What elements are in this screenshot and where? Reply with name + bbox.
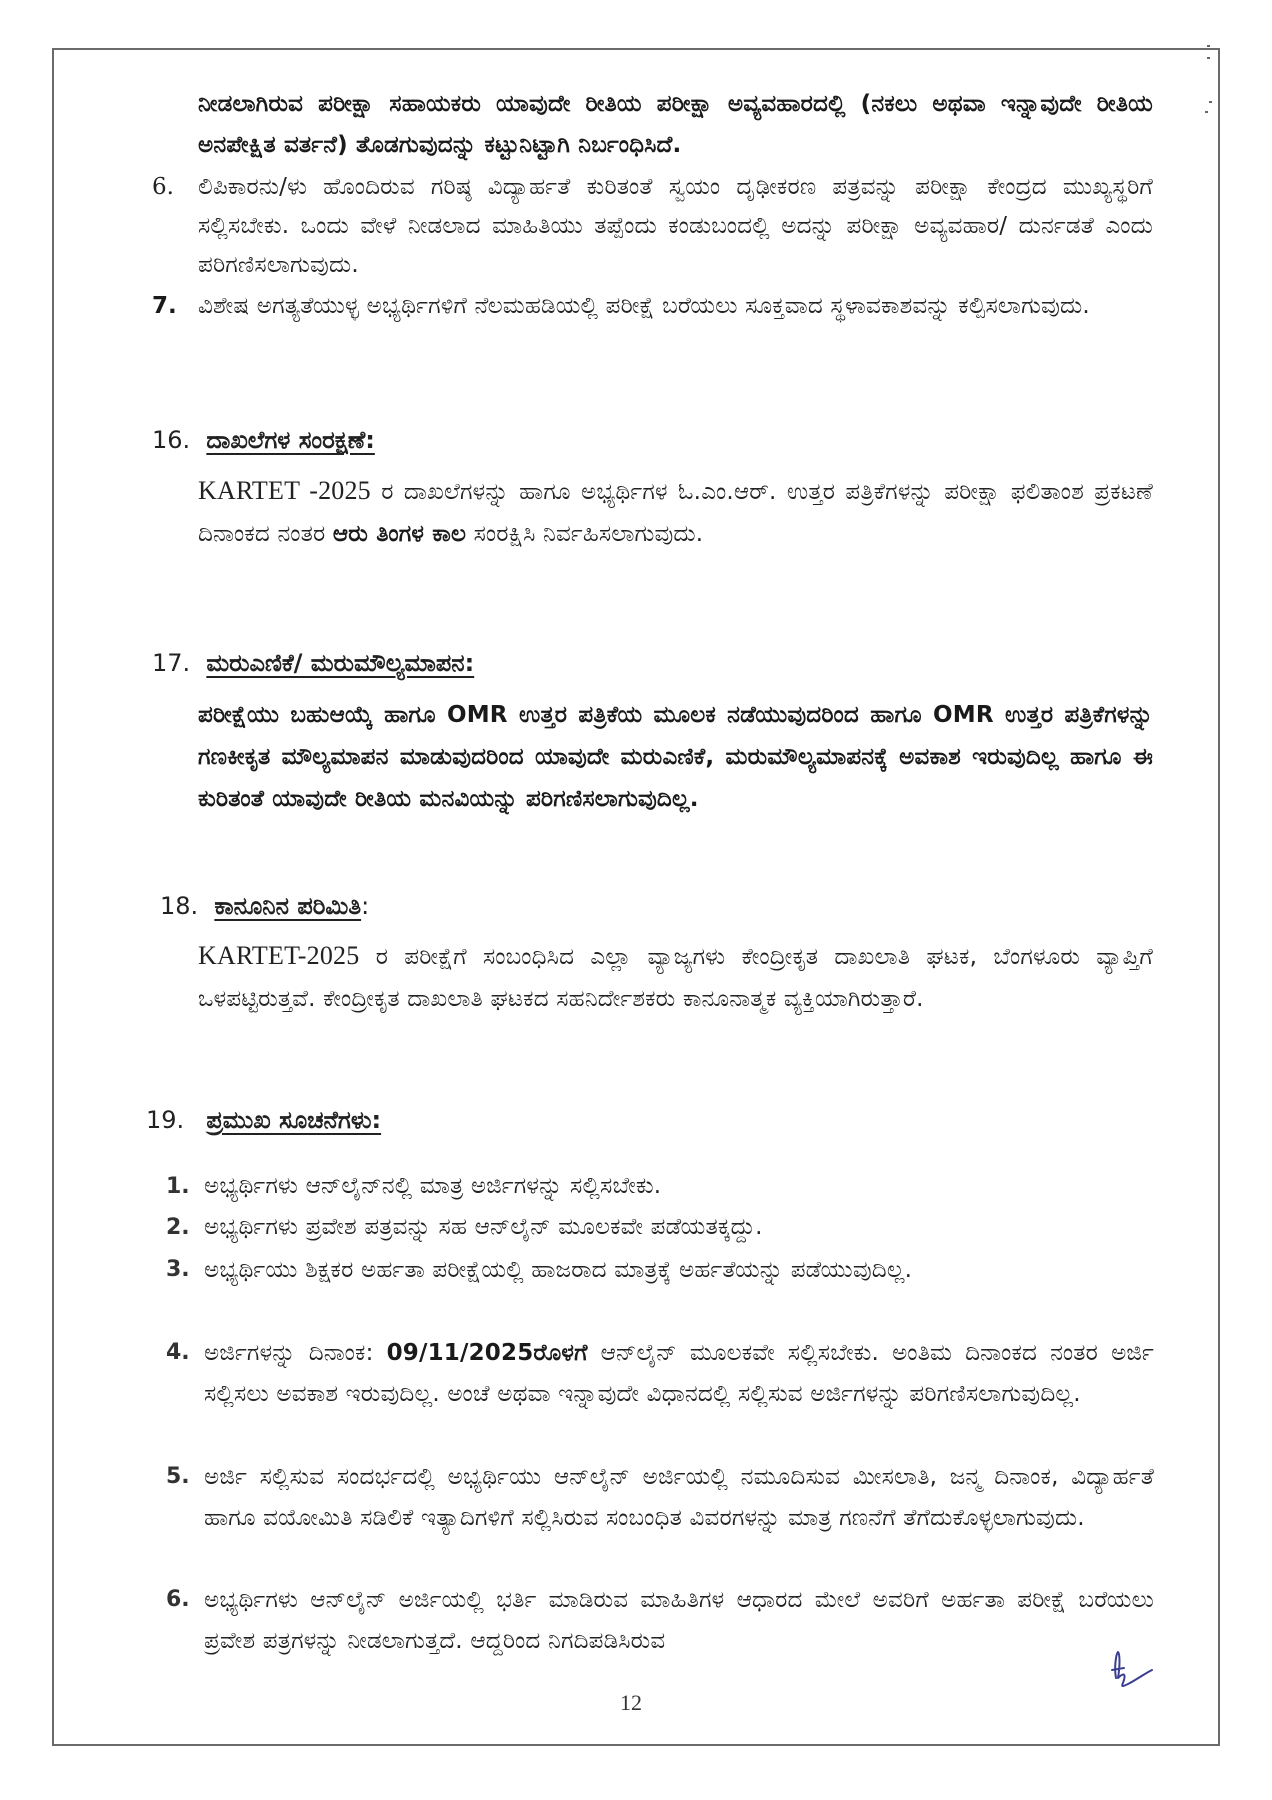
section-body-17: ಪರೀಕ್ಷೆಯು ಬಹುಆಯ್ಕೆ ಹಾಗೂ OMR ಉತ್ತರ ಪತ್ರಿಕೆಯ ಮೂಲಕ ನಡೆಯುವುದರಿಂದ ಹಾಗೂ OMR ಉತ್ತರ ಪತ್ರಿಕೆಗಳನ್ನು ಗಣಕೀಕೃತ ಮೌಲ್ಯಮಾಪನ ಮಾಡುವುದರಿಂದ ಯಾವುದೇ ಮರುಎಣಿಕೆ, ಮರುಮೌಲ್ಯಮಾಪನಕ್ಕೆ ಅವಕಾಶ ಇರುವುದಿಲ್ಲ ಹಾಗೂ ಈ ಕುರಿತಂತೆ ಯಾವುದೇ ರೀತಿಯ ಮನವಿಯನ್ನು ಪರಿಗಣಿಸಲಾಗುವುದಿಲ್ಲ. [198, 702, 1153, 812]
instruction-number: 4. [166, 1340, 190, 1365]
exam-name: KARTET -2025 [198, 476, 371, 505]
signature-initials [1108, 1648, 1158, 1692]
instruction-number: 1. [166, 1174, 190, 1199]
section-heading-19 [146, 1100, 381, 1140]
exam-name: KARTET-2025 [198, 941, 360, 970]
section-heading-16 [152, 420, 375, 460]
section-title: ಮರುಎಣಿಕೆ/ ಮರುಮೌಲ್ಯಮಾಪನ: [206, 649, 475, 677]
section-title: ಕಾನೂನಿನ ಪರಿಮಿತಿ [214, 892, 362, 920]
instruction-item [204, 1333, 1154, 1415]
intro-paragraph: ನೀಡಲಾಗಿರುವ ಪರೀಕ್ಷಾ ಸಹಾಯಕರು ಯಾವುದೇ ರೀತಿಯ ಪರೀಕ್ಷಾ ಅವ್ಯವಹಾರದಲ್ಲಿ (ನಕಲು ಅಥವಾ ಇನ್ನಾವುದೇ ರೀತಿಯ ಅನಪೇಕ್ಷಿತ ವರ್ತನೆ) ತೊಡಗುವುದನ್ನು ಕಟ್ಟುನಿಟ್ಟಾಗಿ ನಿರ್ಬಂಧಿಸಿದೆ. [198, 91, 1153, 158]
section-number: 17. [152, 649, 191, 677]
rule-number: 7. [152, 293, 177, 319]
instruction-number: 5. [166, 1464, 190, 1489]
section-heading-18 [160, 886, 369, 926]
section-title: ದಾಖಲೆಗಳ ಸಂರಕ್ಷಣೆ: [206, 426, 375, 454]
page-number: 12 [620, 1690, 642, 1715]
body-text: ರ ಪರೀಕ್ಷೆಗೆ ಸಂಬಂಧಿಸಿದ ಎಲ್ಲಾ ವ್ಯಾಜ್ಯಗಳು ಕೇಂದ್ರೀಕೃತ ದಾಖಲಾತಿ ಘಟಕ, ಬೆಂಗಳೂರು ವ್ಯಾಪ್ತಿಗೆ ಒಳಪಟ್ಟಿರುತ್ತವೆ. ಕೇಂದ್ರೀಕೃತ ದಾಖಲಾತಿ ಘಟಕದ ಸಹನಿರ್ದೇಶಕರು ಕಾನೂನಾತ್ಮಕ ವ್ಯಕ್ತಿಯಾಗಿರುತ್ತಾರೆ. [198, 944, 1153, 1012]
instruction-item: ಅರ್ಜಿ ಸಲ್ಲಿಸುವ ಸಂದರ್ಭದಲ್ಲಿ ಅಭ್ಯರ್ಥಿಯು ಆನ್‌ಲೈನ್ ಅರ್ಜಿಯಲ್ಲಿ ನಮೂದಿಸುವ ಮೀಸಲಾತಿ, ಜನ್ಮ ದಿನಾಂಕ, ವಿದ್ಯಾರ್ಹತೆ ಹಾಗೂ ವಯೋಮಿತಿ ಸಡಿಲಿಕೆ ಇತ್ಯಾದಿಗಳಿಗೆ ಸಲ್ಲಿಸಿರುವ ಸಂಬಂಧಿತ ವಿವರಗಳನ್ನು ಮಾತ್ರ ಗಣನೆಗೆ ತೆಗೆದುಕೊಳ್ಳಲಾಗುವುದು. [204, 1464, 1154, 1531]
instruction-item: ಅಭ್ಯರ್ಥಿಗಳು ಆನ್‌ಲೈನ್ ಅರ್ಜಿಯಲ್ಲಿ ಭರ್ತಿ ಮಾಡಿರುವ ಮಾಹಿತಿಗಳ ಆಧಾರದ ಮೇಲೆ ಅವರಿಗೆ ಅರ್ಹತಾ ಪರೀಕ್ಷೆ ಬರೆಯಲು ಪ್ರವೇಶ ಪತ್ರಗಳನ್ನು ನೀಡಲಾಗುತ್ತದೆ. ಆದ್ದರಿಂದ ನಿಗದಿಪಡಿಸಿರುವ [204, 1587, 1154, 1654]
rule-number: 6. [152, 174, 174, 200]
instruction-item: ಅಭ್ಯರ್ಥಿಗಳು ಪ್ರವೇಶ ಪತ್ರವನ್ನು ಸಹ ಆನ್‌ಲೈನ್ ಮೂಲಕವೇ ಪಡೆಯತಕ್ಕದ್ದು. [204, 1214, 763, 1240]
section-title: ಪ್ರಮುಖ ಸೂಚನೆಗಳು: [206, 1106, 382, 1134]
scan-marks [1205, 45, 1215, 125]
section-heading-17 [152, 643, 474, 683]
instruction-number: 6. [166, 1587, 190, 1612]
rule-text: ವಿಶೇಷ ಅಗತ್ಯತೆಯುಳ್ಳ ಅಭ್ಯರ್ಥಿಗಳಿಗೆ ನೆಲಮಹಡಿಯಲ್ಲಿ ಪರೀಕ್ಷೆ ಬರೆಯಲು ಸೂಕ್ತವಾದ ಸ್ಥಳಾವಕಾಶವನ್ನು ಕಲ್ಪಿಸಲಾಗುವುದು. [198, 293, 1090, 319]
section-body-16 [198, 470, 1153, 555]
instruction-item: ಅಭ್ಯರ್ಥಿಯು ಶಿಕ್ಷಕರ ಅರ್ಹತಾ ಪರೀಕ್ಷೆಯಲ್ಲಿ ಹಾಜರಾದ ಮಾತ್ರಕ್ಕೆ ಅರ್ಹತೆಯನ್ನು ಪಡೆಯುವುದಿಲ್ಲ. [204, 1257, 913, 1283]
deadline-date: 09/11/2025ರೊಳಗೆ [386, 1340, 588, 1366]
instruction-text: ಆನ್‌ಲೈನ್ ಮೂಲಕವೇ ಸಲ್ಲಿಸಬೇಕು. ಅಂತಿಮ ದಿನಾಂಕದ ನಂತರ ಅರ್ಜಿ ಸಲ್ಲಿಸಲು ಅವಕಾಶ ಇರುವುದಿಲ್ಲ. ಅಂಚೆ ಅಥವಾ ಇನ್ನಾವುದೇ ವಿಧಾನದಲ್ಲಿ ಸಲ್ಲಿಸುವ ಅರ್ಜಿಗಳನ್ನು ಪರಿಗಣಿಸಲಾಗುವುದಿಲ್ಲ. [204, 1340, 1154, 1407]
section-body-18 [198, 935, 1153, 1020]
section-number: 18. [160, 892, 199, 920]
instruction-number: 3. [166, 1257, 190, 1282]
section-title-colon: : [361, 892, 370, 920]
instruction-text: ಅರ್ಜಿಗಳನ್ನು ದಿನಾಂಕ: [204, 1340, 387, 1366]
body-text: ರ ದಾಖಲೆಗಳನ್ನು ಹಾಗೂ ಅಭ್ಯರ್ಥಿಗಳ ಓ.ಎಂ.ಆರ್. ಉತ್ತರ ಪತ್ರಿಕೆಗಳನ್ನು ಪರೀಕ್ಷಾ ಫಲಿತಾಂಶ ಪ್ರಕಟಣೆ ದಿನಾಂಕದ ನಂತರ [198, 479, 1153, 547]
body-emphasis: ಆರು ತಿಂಗಳ ಕಾಲ [332, 521, 467, 547]
rule-text: ಲಿಪಿಕಾರನು/ಳು ಹೊಂದಿರುವ ಗರಿಷ್ಠ ವಿದ್ಯಾರ್ಹತೆ ಕುರಿತಂತೆ ಸ್ವಯಂ ದೃಢೀಕರಣ ಪತ್ರವನ್ನು ಪರೀಕ್ಷಾ ಕೇಂದ್ರದ ಮುಖ್ಯಸ್ಥರಿಗೆ ಸಲ್ಲಿಸಬೇಕು. ಒಂದು ವೇಳೆ ನೀಡಲಾದ ಮಾಹಿತಿಯು ತಪ್ಪೆಂದು ಕಂಡುಬಂದಲ್ಲಿ ಅದನ್ನು ಪರೀಕ್ಷಾ ಅವ್ಯವಹಾರ/ ದುರ್ನಡತೆ ಎಂದು ಪರಿಗಣಿಸಲಾಗುವುದು. [198, 174, 1153, 278]
body-text: ಸಂರಕ್ಷಿಸಿ ನಿರ್ವಹಿಸಲಾಗುವುದು. [466, 521, 704, 547]
instruction-item: ಅಭ್ಯರ್ಥಿಗಳು ಆನ್‌ಲೈನ್‌ನಲ್ಲಿ ಮಾತ್ರ ಅರ್ಜಿಗಳನ್ನು ಸಲ್ಲಿಸಬೇಕು. [204, 1173, 662, 1199]
instruction-number: 2. [166, 1215, 190, 1240]
section-number: 19. [146, 1106, 185, 1134]
section-number: 16. [152, 426, 191, 454]
